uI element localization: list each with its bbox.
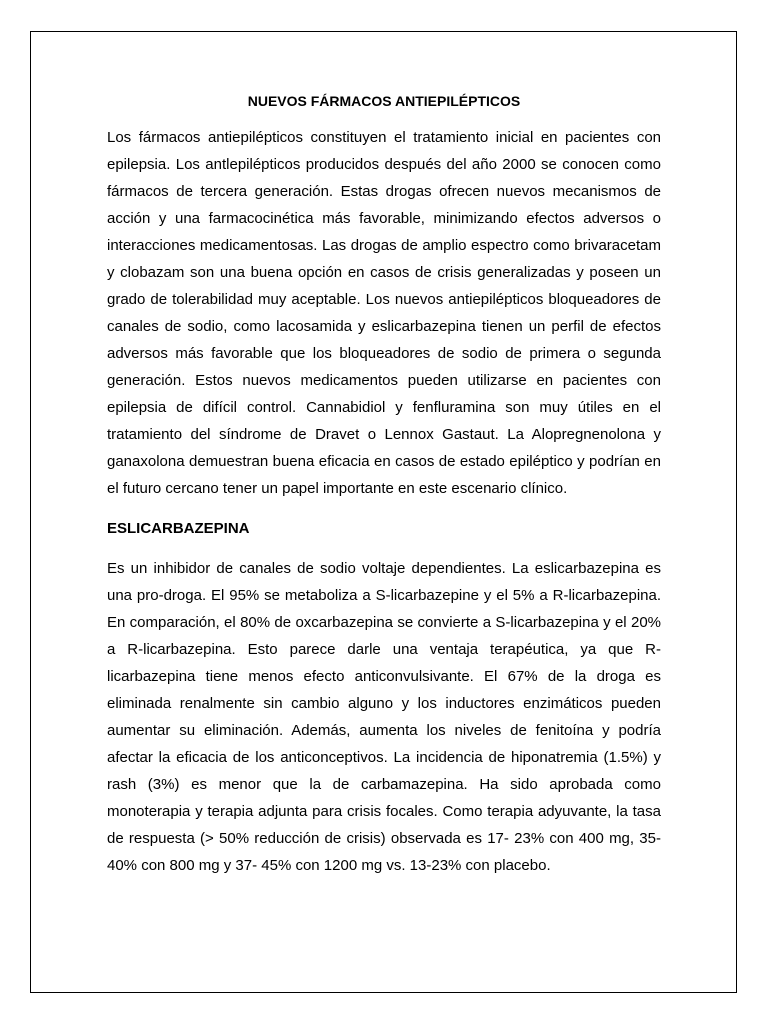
document-body <box>107 91 661 879</box>
section-heading-eslicarbazepina: ESLICARBAZEPINA <box>107 520 250 537</box>
intro-paragraph: Los fármacos antiepilépticos constituyen el tratamiento inicial en pacientes con epilepsia. Los antlepilépticos producidos después del año 2000 se conocen como fármacos de tercera generación. Estas drogas ofrecen nuevos mecanismos de acción y una farmacocinética más favorable, minimizando efectos adversos o interacciones medicamentosas. Las drogas de amplio espectro como brivaracetam y clobazam son una buena opción en casos de crisis generalizadas y poseen un grado de tolerabilidad muy aceptable. Los nuevos antiepilépticos bloqueadores de canales de sodio, como lacosamida y eslicarbazepina tienen un perfil de efectos adversos más favorable que los bloqueadores de sodio de primera o segunda generación. Estos nuevos medicamentos pueden utilizarse en pacientes con epilepsia de difícil control. Cannabidiol y fenfluramina son muy útiles en el tratamiento del síndrome de Dravet o Lennox Gastaut. La Alopregnenolona y ganaxolona demuestran buena eficacia en casos de estado epiléptico y podrían en el futuro cercano tener un papel importante en este escenario clínico. <box>107 129 661 497</box>
document-title: NUEVOS FÁRMACOS ANTIEPILÉPTICOS <box>247 93 521 109</box>
eslicarbazepina-paragraph: Es un inhibidor de canales de sodio voltaje dependientes. La eslicarbazepina es una pro-droga. El 95% se metaboliza a S-licarbazepine y el 5% a R-licarbazepina. En comparación, el 80% de oxcarbazepina se convierte a S-licarbazepina y el 20% a R-licarbazepina. Esto parece darle una ventaja terapéutica, ya que R-licarbazepina tiene menos efecto anticonvulsivante. El 67% de la droga es eliminada renalmente sin cambio alguno y los inductores enzimáticos pueden aumentar su eliminación. Además, aumenta los niveles de fenitoína y podría afectar la eficacia de los anticonceptivos. La incidencia de hiponatremia (1.5%) y rash (3%) es menor que la de carbamazepina. Ha sido aprobada como monoterapia y terapia adjunta para crisis focales. Como terapia adyuvante, la tasa de respuesta (> 50% reducción de crisis) observada es 17- 23% con 400 mg, 35-40% con 800 mg y 37- 45% con 1200 mg vs. 13-23% con placebo. <box>107 560 661 874</box>
